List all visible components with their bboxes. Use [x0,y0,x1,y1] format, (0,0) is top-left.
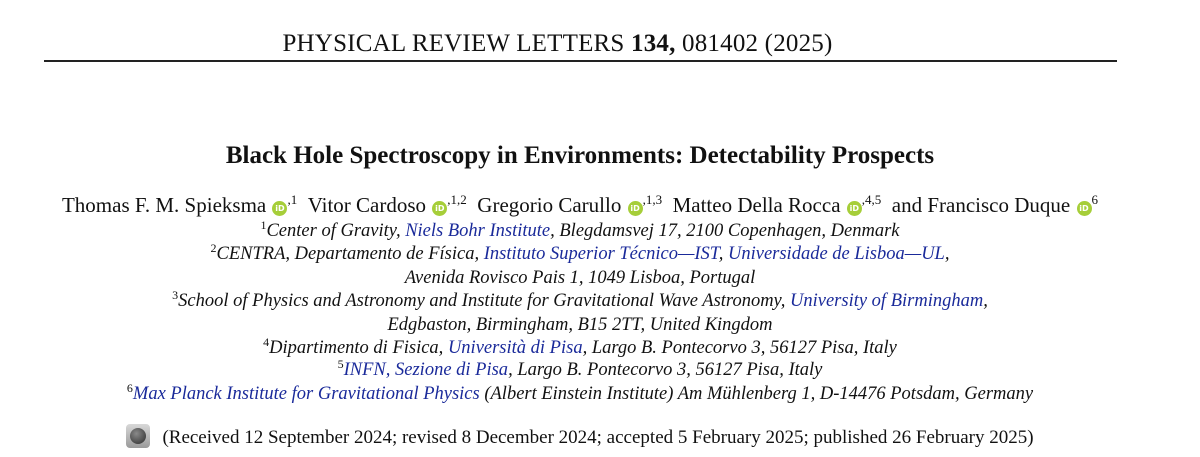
affiliation-number: 1 [260,218,267,232]
affiliation-text: , [718,244,728,264]
orcid-icon[interactable]: iD [628,201,643,216]
affiliation-text: , [944,244,950,264]
affiliation-text: (Albert Einstein Institute) Am Mühlenberg 1, D-14476 Potsdam, Germany [479,384,1034,404]
paper-title: Black Hole Spectroscopy in Environments: Detectability Prospects [225,142,935,169]
affiliation-1 [0,218,1160,242]
affiliation-link[interactable]: Instituto Superior Técnico—IST [483,244,719,264]
affiliation-link[interactable]: University of Birmingham [790,291,984,311]
header-rule [44,60,1117,62]
orcid-icon[interactable]: iD [272,201,287,216]
affiliation-link[interactable]: Universidade de Lisboa—UL [727,244,945,264]
author-name[interactable]: Matteo Della Rocca [672,193,841,217]
affiliation-link[interactable]: Università di Pisa [447,338,583,358]
author-name[interactable]: Francisco Duque [927,193,1071,217]
authors-and: and [891,193,923,217]
author-affiliation-ref: 1,2 [450,192,467,207]
author-affiliation-ref: 4,5 [865,192,882,207]
affiliation-text: , [983,291,988,311]
affiliation-number: 4 [263,335,270,349]
affiliation-text: , Largo B. Pontecorvo 3, 56127 Pisa, Italy [508,360,823,380]
journal-volume: 134, [631,30,676,57]
affiliation-6 [0,381,1160,405]
affiliation-number: 3 [172,288,179,302]
author-name[interactable]: Thomas F. M. Spieksma [61,193,267,217]
author-affiliation-ref: 6 [1091,192,1098,207]
affiliation-text: Dipartimento di Fisica, [269,338,448,358]
affiliation-3 [0,288,1160,312]
affiliation-text: CENTRA, Departamento de Física, [216,244,484,264]
affiliation-link[interactable]: Niels Bohr Institute [405,221,551,241]
affiliation-link[interactable]: INFN, Sezione di Pisa [343,360,509,380]
affiliation-text: , Blegdamsvej 17, 2100 Copenhagen, Denmark [550,221,900,241]
affiliation-4 [0,335,1160,359]
affiliation-link[interactable]: Max Planck Institute for Gravitational Physics [132,384,480,404]
affiliation-number: 6 [126,381,133,395]
publication-history [0,424,1160,449]
check-for-updates-icon[interactable] [126,424,150,448]
affiliation-3-address: Edgbaston, Birmingham, B15 2TT, United Kingdom [387,315,773,335]
article-number: 081402 (2025) [682,30,833,57]
affiliation-5 [0,357,1160,381]
received-dates: (Received 12 September 2024; revised 8 December 2024; accepted 5 February 2025; published 26 February 2025) [162,427,1034,448]
author-affiliation-ref: 1 [290,192,298,207]
affiliation-2 [0,241,1160,265]
affiliation-number: 5 [337,357,344,371]
affiliation-text: , Largo B. Pontecorvo 3, 56127 Pisa, Italy [582,338,897,358]
author-list: Thomas F. M. Spieksma $iD^{,1}$ Vitor Cardoso $iD^{,1,2}$ Gregorio Carullo $iD^{,1,3}$ Matteo Della Rocca $iD^{,4,5}$ and Francisco Duque $iD^6$ [61,192,1098,217]
orcid-icon[interactable]: iD [432,201,447,216]
journal-header [0,30,1115,58]
orcid-icon[interactable]: iD [847,201,862,216]
affiliation-text: School of Physics and Astronomy and Institute for Gravitational Wave Astronomy, [178,291,790,311]
affiliation-2-address: Avenida Rovisco Pais 1, 1049 Lisboa, Portugal [404,268,756,288]
affiliation-number: 2 [210,241,217,255]
author-affiliation-ref: 1,3 [645,192,663,207]
journal-name: PHYSICAL REVIEW LETTERS [282,30,625,57]
affiliation-text: Center of Gravity, [266,221,406,241]
orcid-icon[interactable]: iD [1077,201,1092,216]
author-name[interactable]: Gregorio Carullo [477,193,622,217]
author-name[interactable]: Vitor Cardoso [307,193,427,217]
